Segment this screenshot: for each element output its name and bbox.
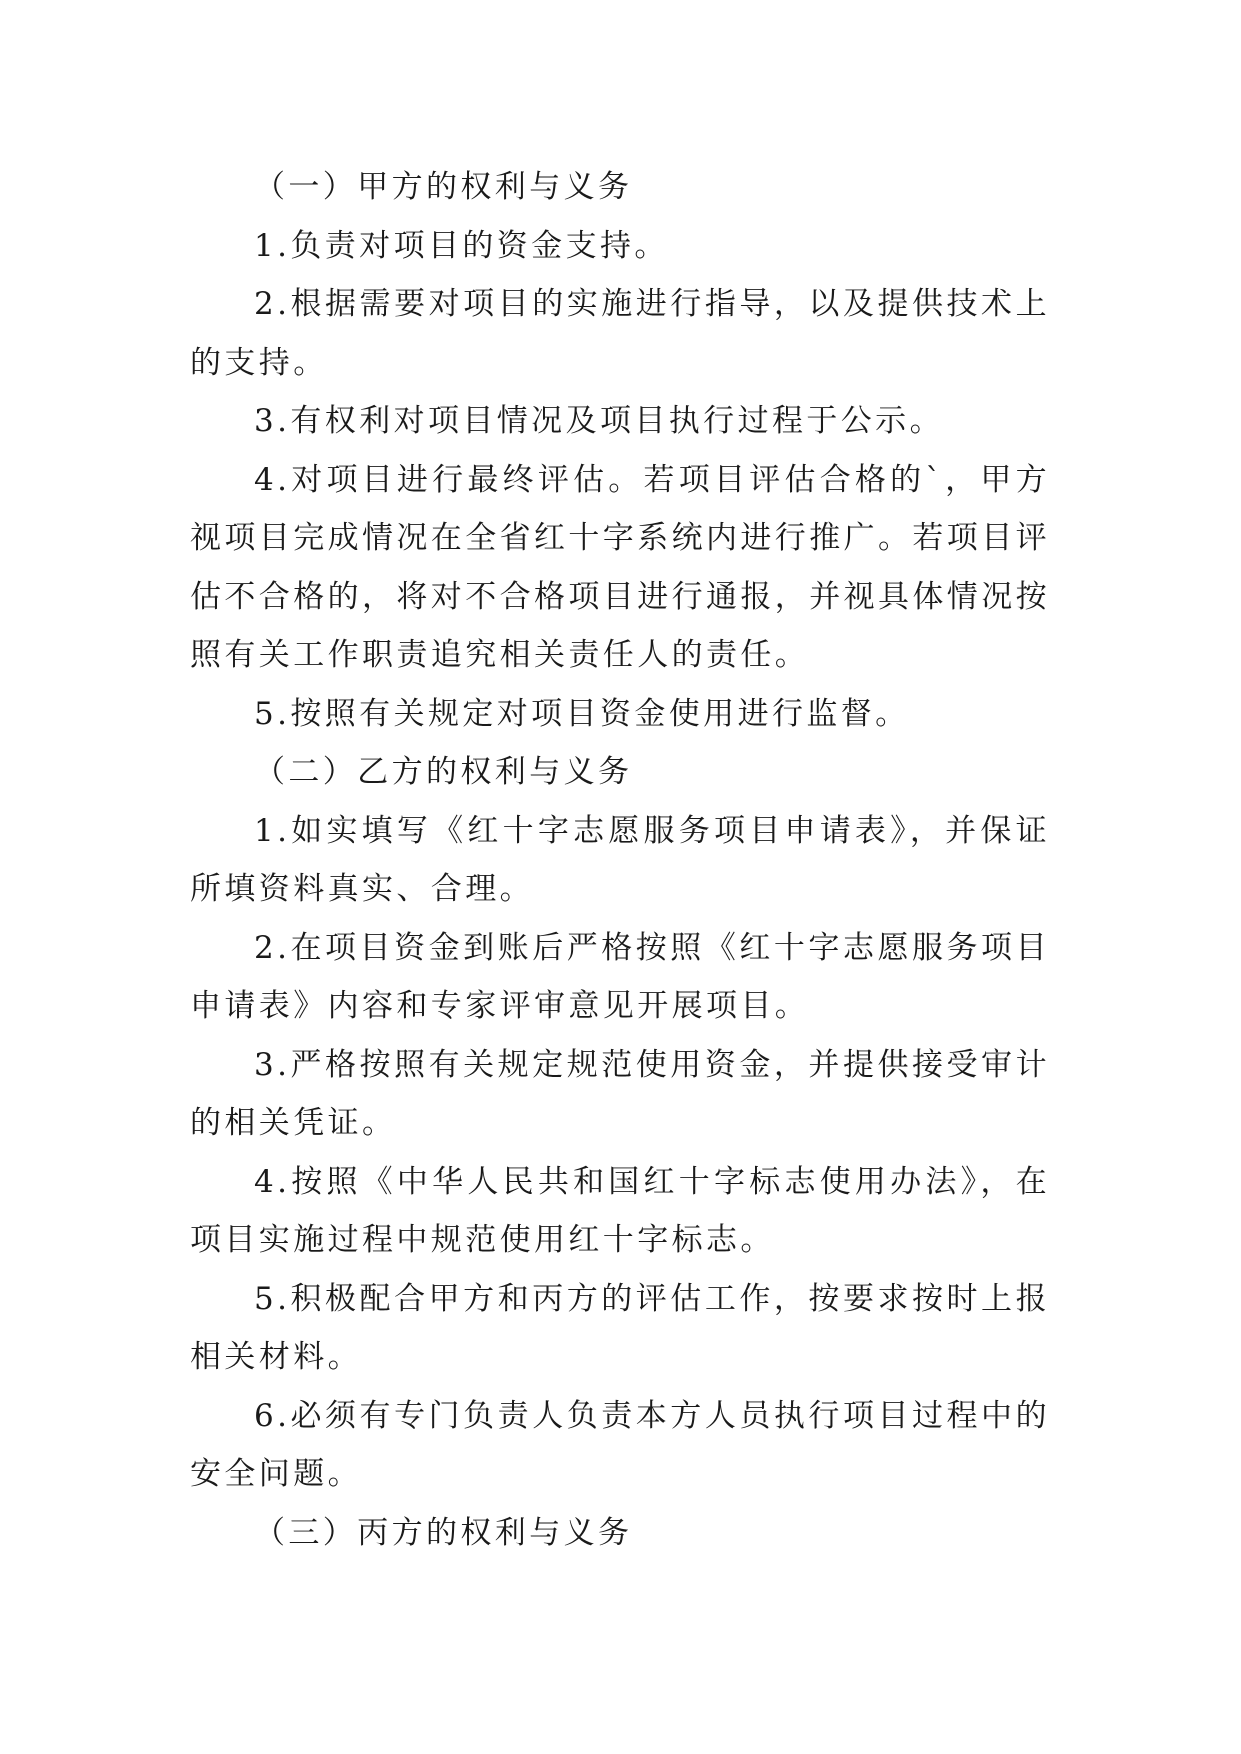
party-a-item-2: 2.根据需要对项目的实施进行指导，以及提供技术上的支持。 bbox=[190, 286, 1050, 381]
party-b-item-6: 6.必须有专门负责人负责本方人员执行项目过程中的安全问题。 bbox=[190, 1397, 1050, 1492]
party-b-item-5: 5.积极配合甲方和丙方的评估工作，按要求按时上报相关材料。 bbox=[190, 1280, 1050, 1375]
party-a-item-3: 3.有权利对项目情况及项目执行过程于公示。 bbox=[254, 403, 944, 439]
party-b-item-2: 2.在项目资金到账后严格按照《红十字志愿服务项目申请表》内容和专家评审意见开展项目。 bbox=[190, 929, 1050, 1024]
party-a-item-4: 4.对项目进行最终评估。若项目评估合格的`，甲方视项目完成情况在全省红十字系统内进行推广。若项目评估不合格的，将对不合格项目进行通报，并视具体情况按照有关工作职责追究相关责任人的责任。 bbox=[190, 461, 1050, 673]
section-heading-party-a: （一）甲方的权利与义务 bbox=[254, 169, 633, 205]
document-body bbox=[190, 158, 1050, 1562]
party-b-item-3: 3.严格按照有关规定规范使用资金，并提供接受审计的相关凭证。 bbox=[190, 1046, 1050, 1141]
party-a-item-5: 5.按照有关规定对项目资金使用进行监督。 bbox=[254, 695, 910, 732]
party-a-item-1: 1.负责对项目的资金支持。 bbox=[254, 227, 669, 264]
section-heading-party-b: （二）乙方的权利与义务 bbox=[254, 754, 633, 790]
section-heading-party-c: （三）丙方的权利与义务 bbox=[254, 1514, 633, 1551]
party-b-item-1: 1.如实填写《红十字志愿服务项目申请表》，并保证所填资料真实、合理。 bbox=[190, 812, 1050, 907]
party-b-item-4: 4.按照《中华人民共和国红十字标志使用办法》，在项目实施过程中规范使用红十字标志。 bbox=[190, 1163, 1050, 1258]
